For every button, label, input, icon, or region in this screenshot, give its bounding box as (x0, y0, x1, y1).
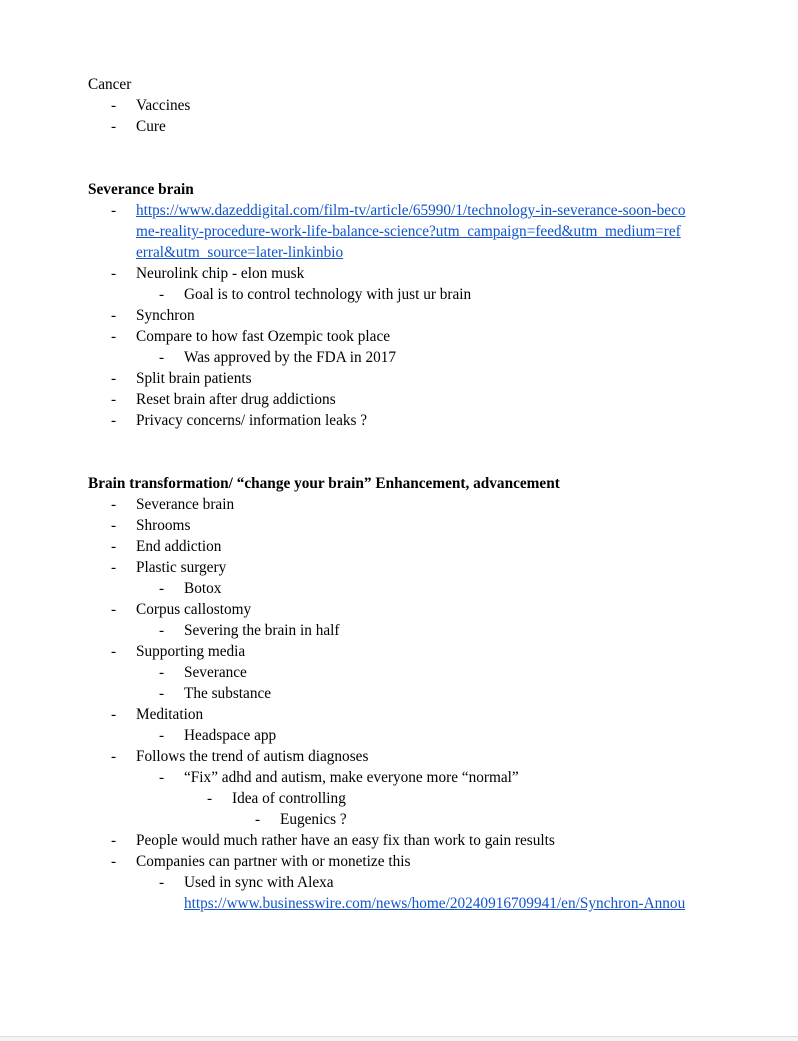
list-item: “Fix” adhd and autism, make everyone more “normal” (184, 769, 519, 786)
list-item: Compare to how fast Ozempic took place (136, 328, 391, 345)
list-item: Privacy concerns/ information leaks ? (136, 412, 368, 429)
page-bottom-edge (0, 1036, 798, 1041)
bullet-dash: - (111, 118, 117, 135)
list-item: Companies can partner with or monetize this (136, 853, 411, 870)
list-item: Used in sync with Alexa (184, 874, 334, 891)
bullet-dash: - (111, 559, 117, 576)
list-item: People would much rather have an easy fix than work to gain results (136, 832, 555, 849)
section-heading: Severance brain (88, 181, 194, 198)
bullet-dash: - (111, 307, 117, 324)
bullet-dash: - (111, 853, 117, 870)
list-item: Meditation (136, 706, 204, 723)
list-item: The substance (184, 685, 272, 702)
bullet-dash: - (111, 202, 117, 219)
list-item: Idea of controlling (232, 790, 346, 807)
bullet-dash: - (159, 685, 165, 702)
bullet-dash: - (159, 664, 165, 681)
bullet-dash: - (111, 538, 117, 555)
bullet-dash: - (111, 328, 117, 345)
bullet-dash: - (111, 706, 117, 723)
list-item: Corpus callostomy (136, 601, 252, 618)
list-item: Eugenics ? (280, 811, 347, 828)
list-item: Was approved by the FDA in 2017 (184, 349, 397, 366)
bullet-dash: - (111, 748, 117, 765)
list-item: Shrooms (136, 517, 191, 534)
list-item: Plastic surgery (136, 559, 227, 576)
list-item-link[interactable]: https://www.businesswire.com/news/home/20240916709941/en/Synchron-Annou (184, 895, 686, 912)
bullet-dash: - (111, 517, 117, 534)
section-heading: Cancer (88, 76, 132, 93)
bullet-dash: - (207, 790, 213, 807)
list-item: Headspace app (184, 727, 277, 744)
list-item: Reset brain after drug addictions (136, 391, 336, 408)
bullet-dash: - (159, 769, 165, 786)
bullet-dash: - (255, 811, 261, 828)
bullet-dash: - (111, 97, 117, 114)
list-item: Cure (136, 118, 166, 135)
list-item-link[interactable]: me-reality-procedure-work-life-balance-science?utm_campaign=feed&utm_medium=ref (136, 223, 681, 240)
bullet-dash: - (111, 832, 117, 849)
list-item: Goal is to control technology with just ur brain (184, 286, 472, 303)
bullet-dash: - (159, 349, 165, 366)
list-item: Severance brain (136, 496, 235, 513)
list-item: Severance (184, 664, 247, 681)
bullet-dash: - (159, 622, 165, 639)
bullet-dash: - (159, 727, 165, 744)
list-item: Follows the trend of autism diagnoses (136, 748, 369, 765)
list-item: Split brain patients (136, 370, 252, 387)
bullet-dash: - (159, 874, 165, 891)
list-item-link[interactable]: https://www.dazeddigital.com/film-tv/article/65990/1/technology-in-severance-soon-beco (136, 202, 686, 219)
list-item: End addiction (136, 538, 222, 555)
list-item: Neurolink chip - elon musk (136, 265, 305, 282)
list-item: Supporting media (136, 643, 246, 660)
bullet-dash: - (111, 412, 117, 429)
bullet-dash: - (111, 601, 117, 618)
bullet-dash: - (111, 496, 117, 513)
bullet-dash: - (159, 286, 165, 303)
bullet-dash: - (111, 643, 117, 660)
section-heading: Brain transformation/ “change your brain” Enhancement, advancement (88, 475, 560, 492)
bullet-dash: - (111, 370, 117, 387)
list-item: Severing the brain in half (184, 622, 340, 639)
list-item: Vaccines (136, 97, 191, 114)
list-item-link[interactable]: erral&utm_source=later-linkinbio (136, 244, 344, 261)
list-item: Botox (184, 580, 222, 597)
bullet-dash: - (159, 580, 165, 597)
list-item: Synchron (136, 307, 195, 324)
bullet-dash: - (111, 391, 117, 408)
bullet-dash: - (111, 265, 117, 282)
